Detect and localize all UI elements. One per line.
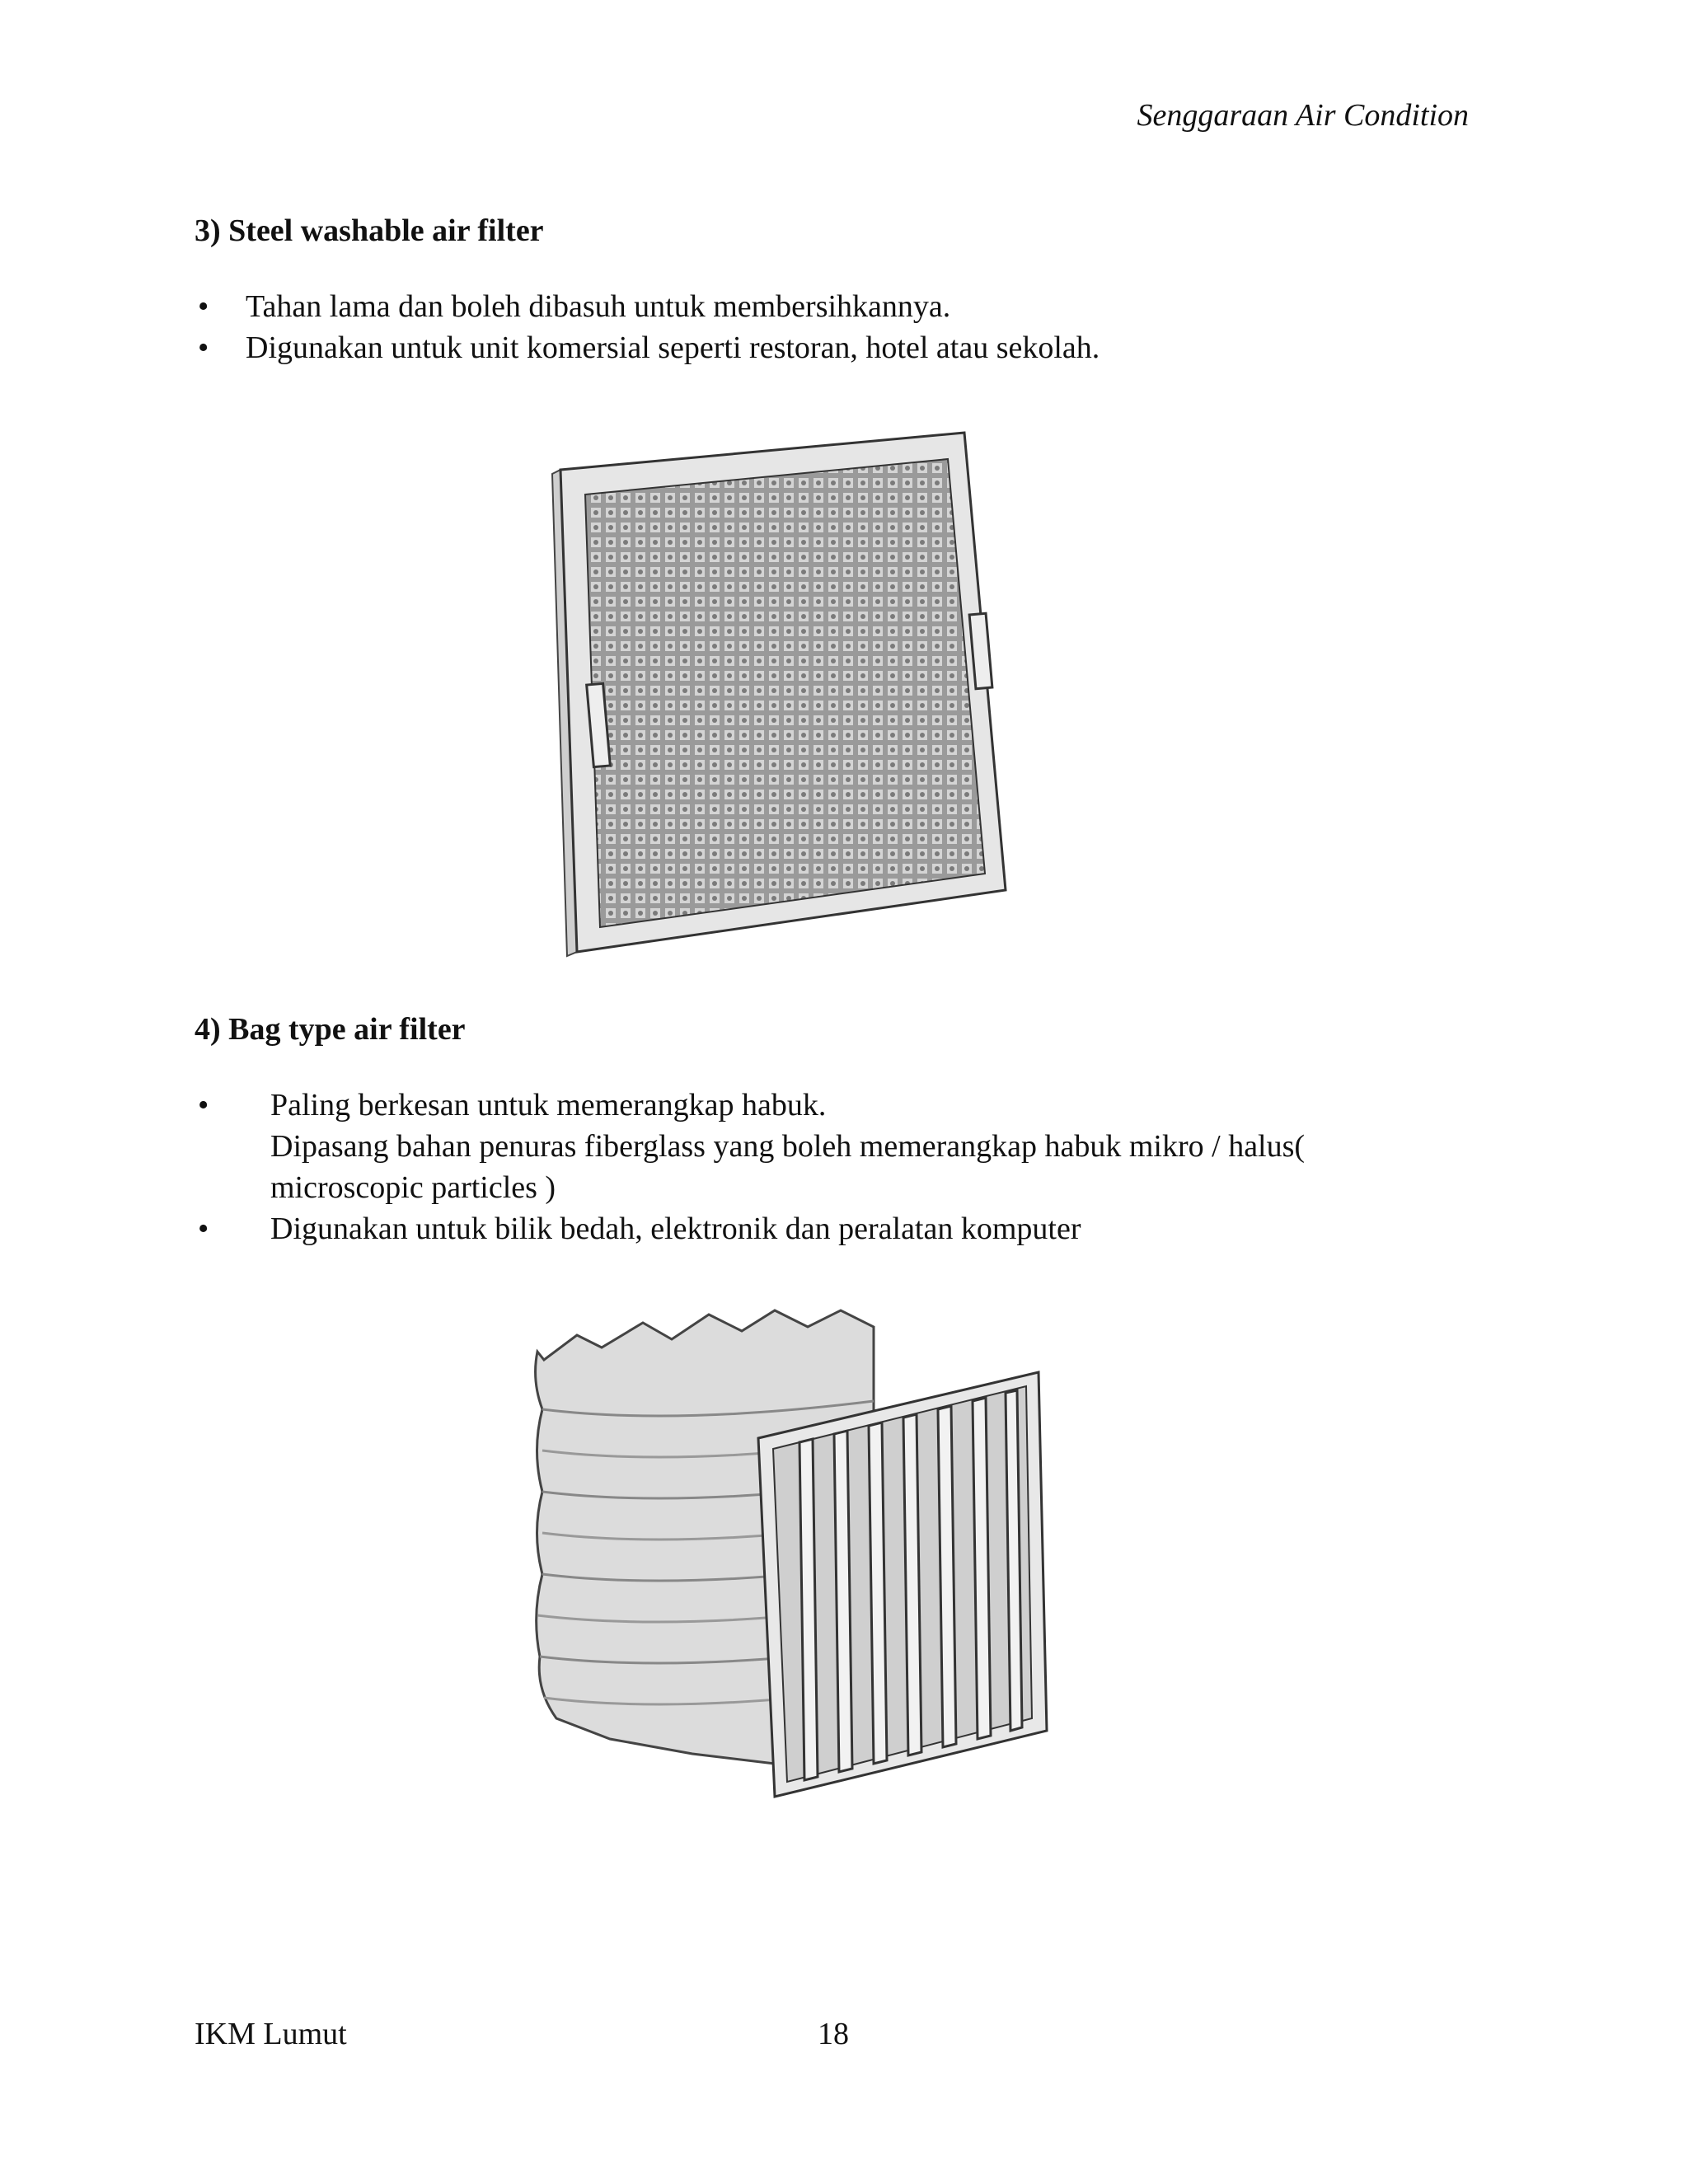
list-item: • Digunakan untuk bilik bedah, elektronik dan peralatan komputer	[195, 1208, 1305, 1249]
footer-institution: IKM Lumut	[195, 2017, 347, 2051]
list-item: • Paling berkesan untuk memerangkap habuk. Dipasang bahan penuras fiberglass yang boleh memerangkap habuk mikro / halus( microscopic particles )	[195, 1085, 1305, 1208]
page-number: 18	[818, 2017, 849, 2051]
running-header: Senggaraan Air Condition	[1137, 98, 1469, 133]
bullet-icon: •	[198, 1212, 209, 1246]
list-item: • Digunakan untuk unit komersial seperti restoran, hotel atau sekolah.	[195, 327, 1100, 368]
steel-filter-illustration	[544, 416, 1022, 977]
bag-filter-illustration	[528, 1302, 1088, 1846]
section-heading-bag-filter: 4) Bag type air filter	[195, 1012, 466, 1047]
bullet-icon: •	[198, 289, 209, 324]
bullet-list-steel-filter	[195, 286, 1100, 368]
list-item: • Tahan lama dan boleh dibasuh untuk membersihkannya.	[195, 286, 1100, 327]
bullet-icon: •	[198, 1088, 209, 1122]
bullet-icon: •	[198, 330, 209, 365]
bullet-list-bag-filter	[195, 1085, 1305, 1249]
section-heading-steel-filter: 3) Steel washable air filter	[195, 213, 544, 248]
